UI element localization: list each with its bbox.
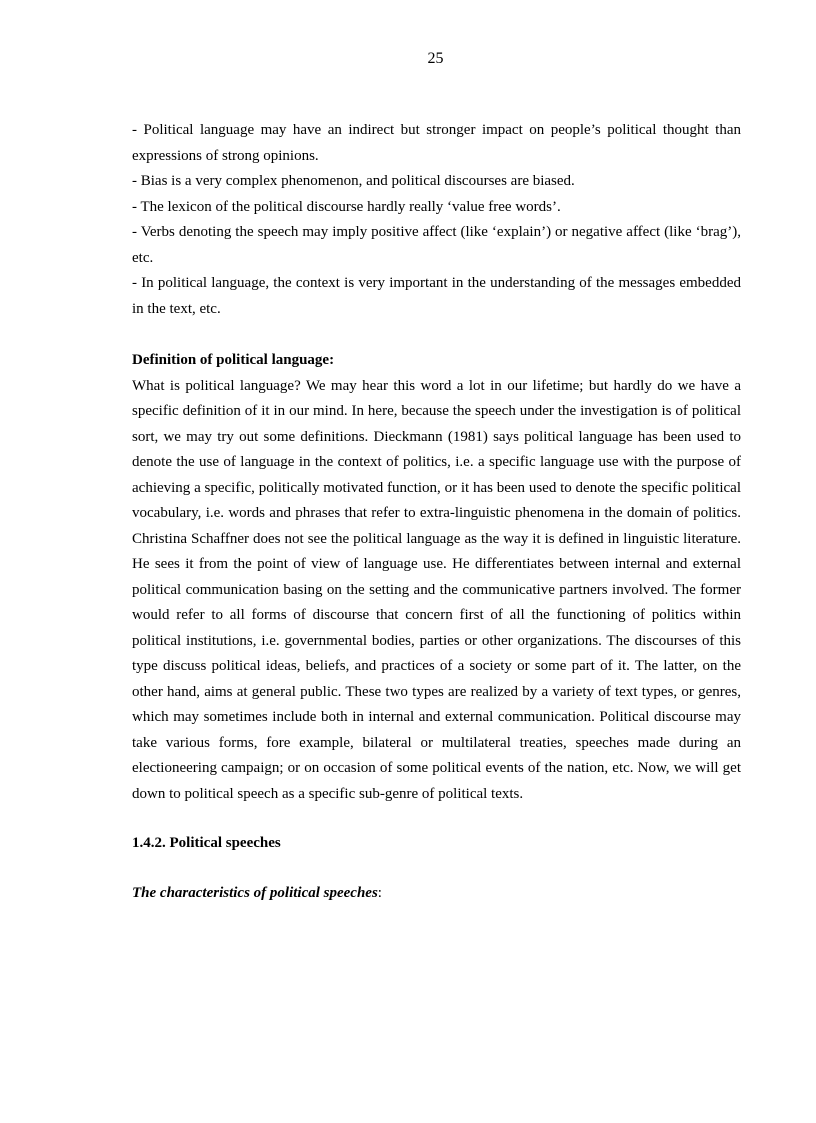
subsection-heading: The characteristics of political speeches xyxy=(132,884,378,901)
bullet-item: - Political language may have an indirect but stronger impact on people’s political thought than expressions of strong opinions. xyxy=(132,122,741,164)
section-heading: 1.4.2. Political speeches xyxy=(132,835,281,851)
subsection-heading-line xyxy=(132,881,741,907)
spacer xyxy=(132,322,741,348)
bullet-item: - Verbs denoting the speech may imply positive affect (like ‘explain’) or negative affect (like ‘brag’), etc. xyxy=(132,224,741,266)
bullet-item: - Bias is a very complex phenomenon, and political discourses are biased. xyxy=(132,173,575,189)
page-number: 25 xyxy=(427,50,444,67)
definition-heading: Definition of political language: xyxy=(132,352,335,368)
subsection-heading-suffix: : xyxy=(377,884,382,901)
bullet-item: - In political language, the context is very important in the understanding of the messages embedded in the text, etc. xyxy=(132,275,741,317)
spacer xyxy=(132,857,741,881)
spacer xyxy=(132,807,741,831)
bullet-item: - The lexicon of the political discourse hardly really ‘value free words’. xyxy=(132,198,561,215)
definition-paragraph: What is political language? We may hear this word a lot in our lifetime; but hardly do we have a specific definition of it in our mind. In here, because the speech under the investigation is of political sort, we may try out some definitions. Dieckmann (1981) says political language has been used to denote the use of language in the context of politics, i.e. a specific language use with the purpose of achieving a specific, politically motivated function, or it has been used to denote the specific political vocabulary, i.e. words and phrases that refer to extra-linguistic phenomena in the domain of politics. Christina Schaffner does not see the political language as the way it is defined in linguistic literature. He sees it from the point of view of language use. He differentiates between internal and external political communication basing on the setting and the communicative partners involved. The former would refer to all forms of discourse that concern first of all the functioning of politics within political institutions, i.e. governmental bodies, parties or other organizations. The discourses of this type discuss political ideas, beliefs, and practices of a society or some part of it. The latter, on the other hand, aims at general public. These two types are realized by a variety of text types, or genres, which may sometimes include both in internal and external communication. Political discourse may take various forms, fore example, bilateral or multilateral treaties, speeches made during an electioneering campaign; or on occasion of some political events of the nation, etc. Now, we will get down to political speech as a specific sub-genre of political texts. xyxy=(132,377,741,802)
page-content xyxy=(132,118,741,906)
